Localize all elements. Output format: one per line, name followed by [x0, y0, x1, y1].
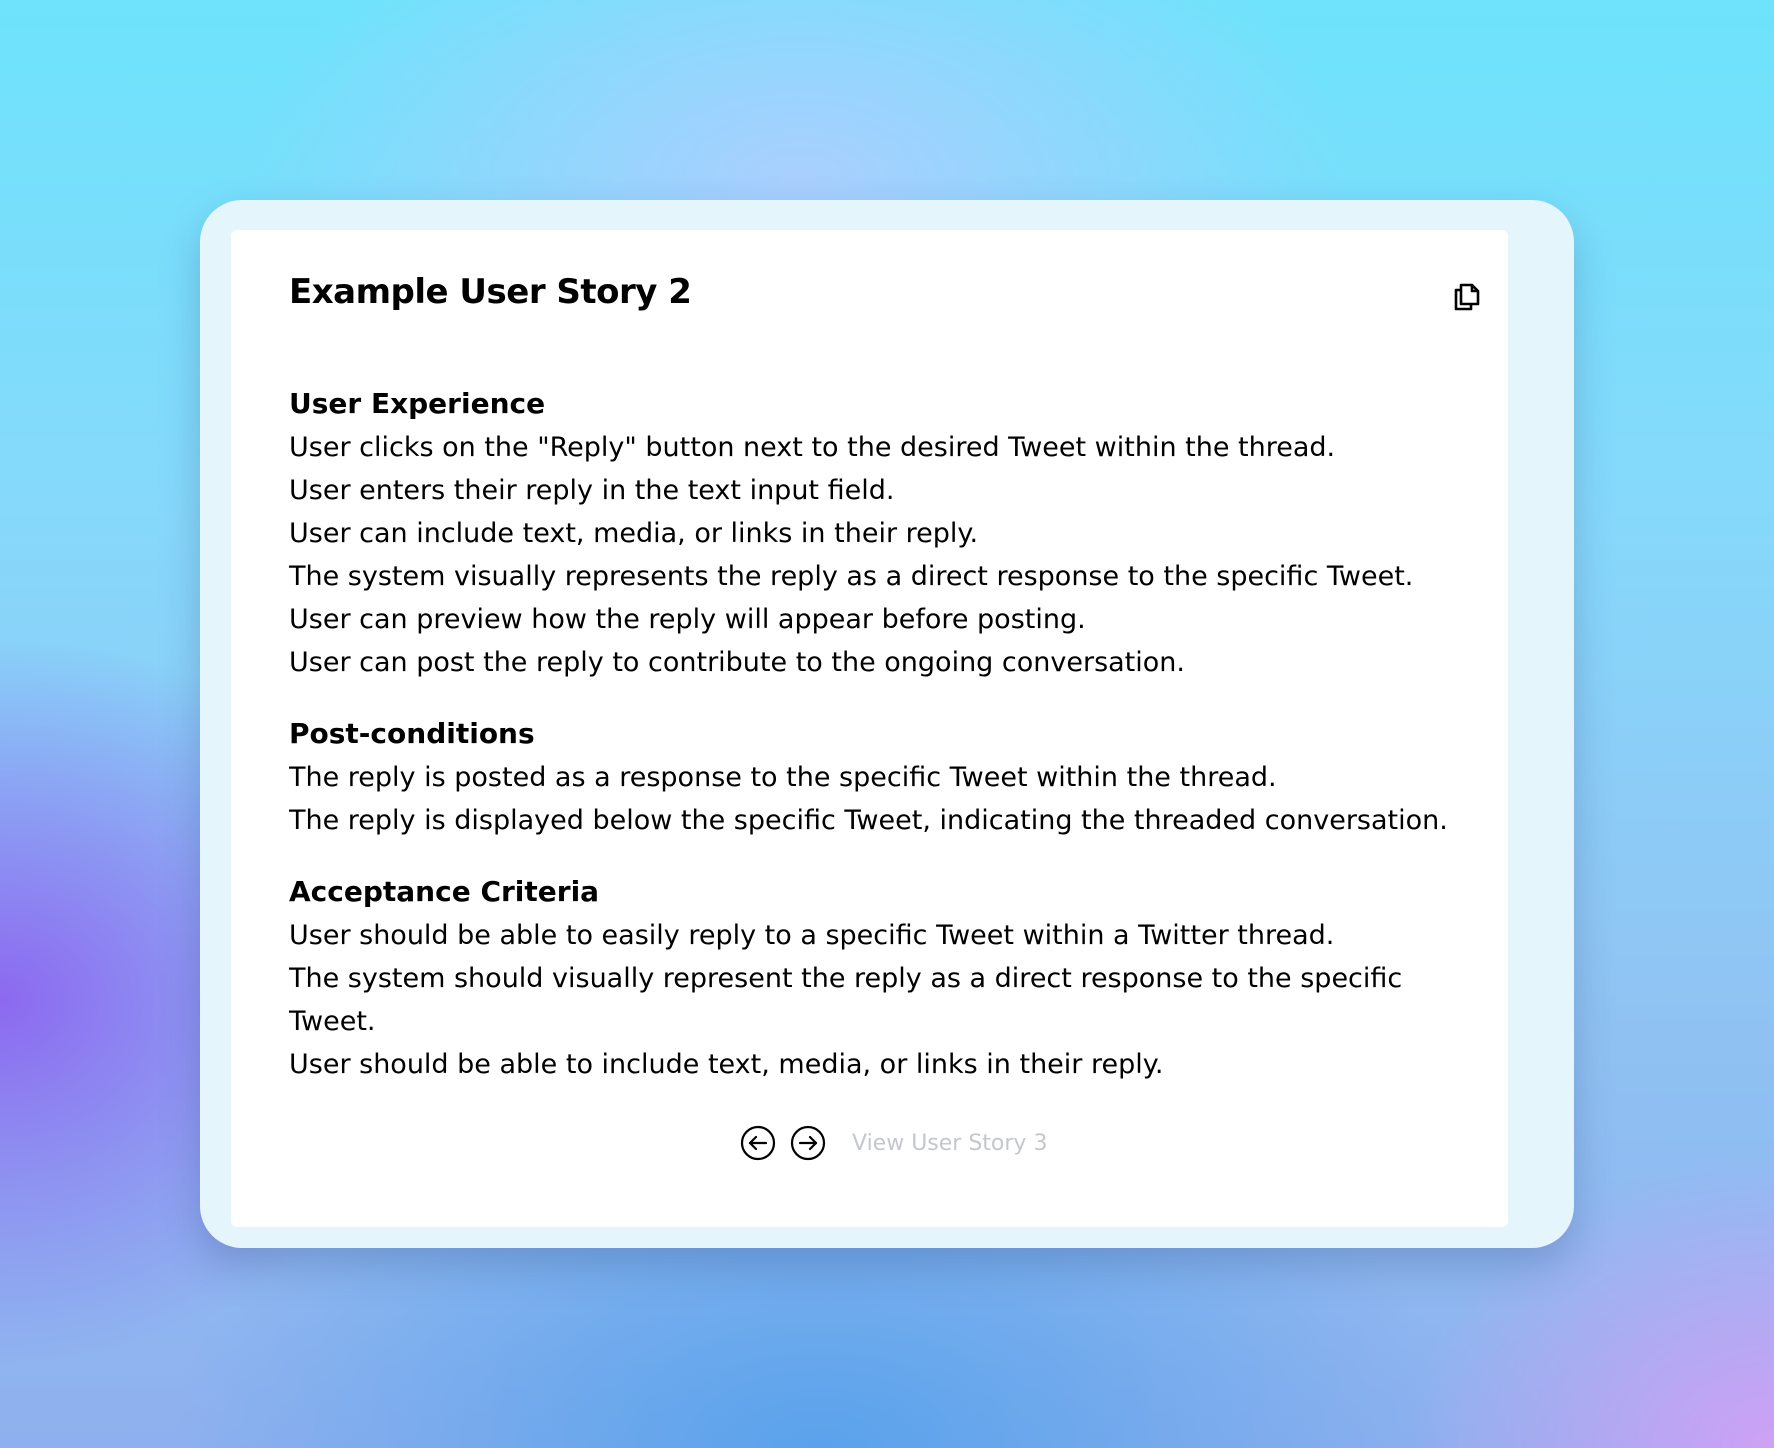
section-user-experience: [289, 382, 1469, 684]
section-line: The system visually represents the reply as a direct response to the specific Tweet.: [289, 561, 1414, 592]
section-line: User enters their reply in the text input field.: [289, 475, 895, 506]
story-card: [231, 230, 1508, 1227]
section-line: User clicks on the "Reply" button next to the desired Tweet within the thread.: [289, 432, 1336, 463]
arrow-right-circle-icon: [790, 1125, 826, 1161]
previous-story-button[interactable]: [740, 1125, 776, 1161]
section-line: User can post the reply to contribute to the ongoing conversation.: [289, 647, 1185, 678]
story-navigation: [740, 1125, 1047, 1161]
copy-button[interactable]: [1449, 278, 1485, 314]
section-line: User can include text, media, or links in their reply.: [289, 518, 979, 549]
section-line: The system should visually represent the reply as a direct response to the specific Tweet.: [289, 963, 1403, 1037]
section-line: The reply is posted as a response to the specific Tweet within the thread.: [289, 762, 1277, 793]
story-card-frame: [200, 200, 1574, 1248]
section-heading: User Experience: [289, 387, 546, 420]
card-title: Example User Story 2: [289, 272, 692, 312]
view-next-story-link[interactable]: View User Story 3: [852, 1130, 1048, 1156]
section-heading: Post-conditions: [289, 717, 535, 750]
arrow-left-circle-icon: [740, 1125, 776, 1161]
section-line: User can preview how the reply will appear before posting.: [289, 604, 1086, 635]
section-acceptance-criteria: [289, 870, 1469, 1086]
section-line: The reply is displayed below the specific Tweet, indicating the threaded conversation.: [289, 805, 1448, 836]
section-line: User should be able to include text, media, or links in their reply.: [289, 1049, 1164, 1080]
next-story-button[interactable]: [790, 1125, 826, 1161]
section-heading: Acceptance Criteria: [289, 875, 600, 908]
section-line: User should be able to easily reply to a specific Tweet within a Twitter thread.: [289, 920, 1335, 951]
section-post-conditions: [289, 712, 1469, 842]
copy-icon: [1452, 280, 1482, 312]
story-content: [289, 382, 1469, 1104]
